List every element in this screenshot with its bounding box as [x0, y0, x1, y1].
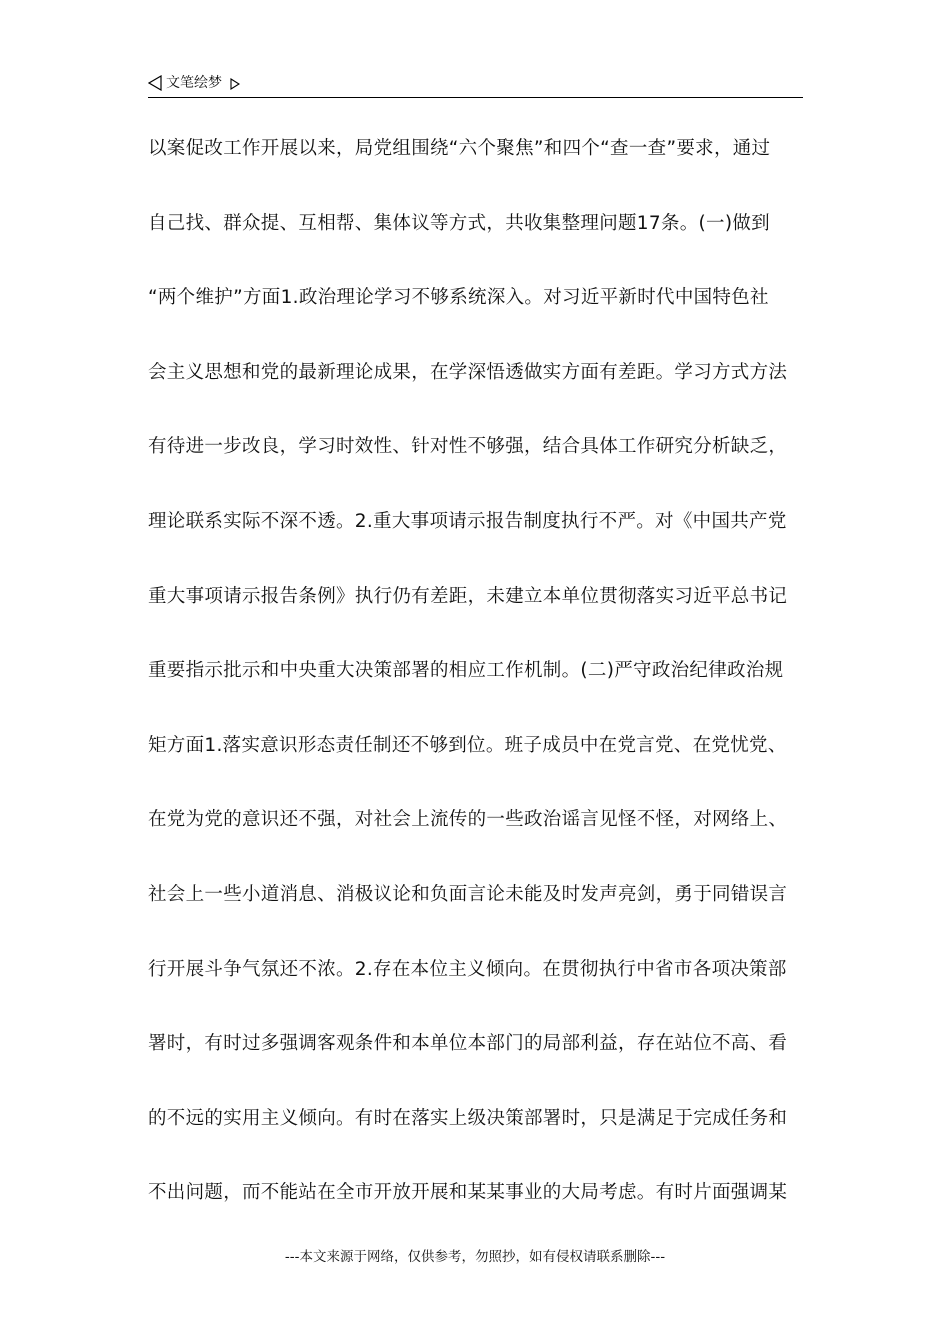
- body-line: 矩方面1.落实意识形态责任制还不够到位。班子成员中在党言党、在党忧党、: [148, 734, 787, 756]
- header-brand: [148, 74, 240, 92]
- body-line: 行开展斗争气氛还不浓。2.存在本位主义倾向。在贯彻执行中省市各项决策部: [148, 958, 787, 980]
- body-line: 重要指示批示和中央重大决策部署的相应工作机制。(二)严守政治纪律政治规: [148, 660, 784, 682]
- body-line: 的不远的实用主义倾向。有时在落实上级决策部署时，只是满足于完成任务和: [148, 1107, 788, 1129]
- body-line: 自己找、群众提、互相帮、集体议等方式，共收集整理问题17条。(一)做到: [148, 212, 770, 234]
- body-line: “两个维护”方面1.政治理论学习不够系统深入。对习近平新时代中国特色社: [148, 287, 769, 309]
- body-line: 不出问题，而不能站在全市开放开展和某某事业的大局考虑。有时片面强调某: [148, 1182, 788, 1204]
- footer-disclaimer: ---本文来源于网络，仅供参考，勿照抄，如有侵权请联系删除---: [284, 1249, 666, 1265]
- triangle-right-outline-icon: [230, 77, 240, 89]
- body-line: 理论联系实际不深不透。2.重大事项请示报告制度执行不严。对《中国共产党: [148, 510, 787, 532]
- body-line: 署时，有时过多强调客观条件和本单位本部门的局部利益，存在站位不高、看: [148, 1033, 788, 1055]
- body-line: 社会上一些小道消息、消极议论和负面言论未能及时发声亮剑，勇于同错误言: [148, 883, 788, 905]
- body-line: 重大事项请示报告条例》执行仍有差距，未建立本单位贯彻落实习近平总书记: [148, 585, 788, 607]
- page-header: [148, 72, 803, 98]
- body-line: 有待进一步改良，学习时效性、针对性不够强，结合具体工作研究分析缺乏，: [148, 436, 788, 458]
- header-title: 文笔绘梦: [166, 75, 222, 91]
- triangle-left-outline-icon: [148, 75, 162, 91]
- document-body: [148, 131, 808, 1250]
- body-line: 以案促改工作开展以来，局党组围绕“六个聚焦”和四个“查一查”要求，通过: [148, 138, 771, 159]
- body-line: 会主义思想和党的最新理论成果，在学深悟透做实方面有差距。学习方式方法: [148, 361, 788, 383]
- body-line: 在党为党的意识还不强，对社会上流传的一些政治谣言见怪不怪，对网络上、: [148, 809, 788, 831]
